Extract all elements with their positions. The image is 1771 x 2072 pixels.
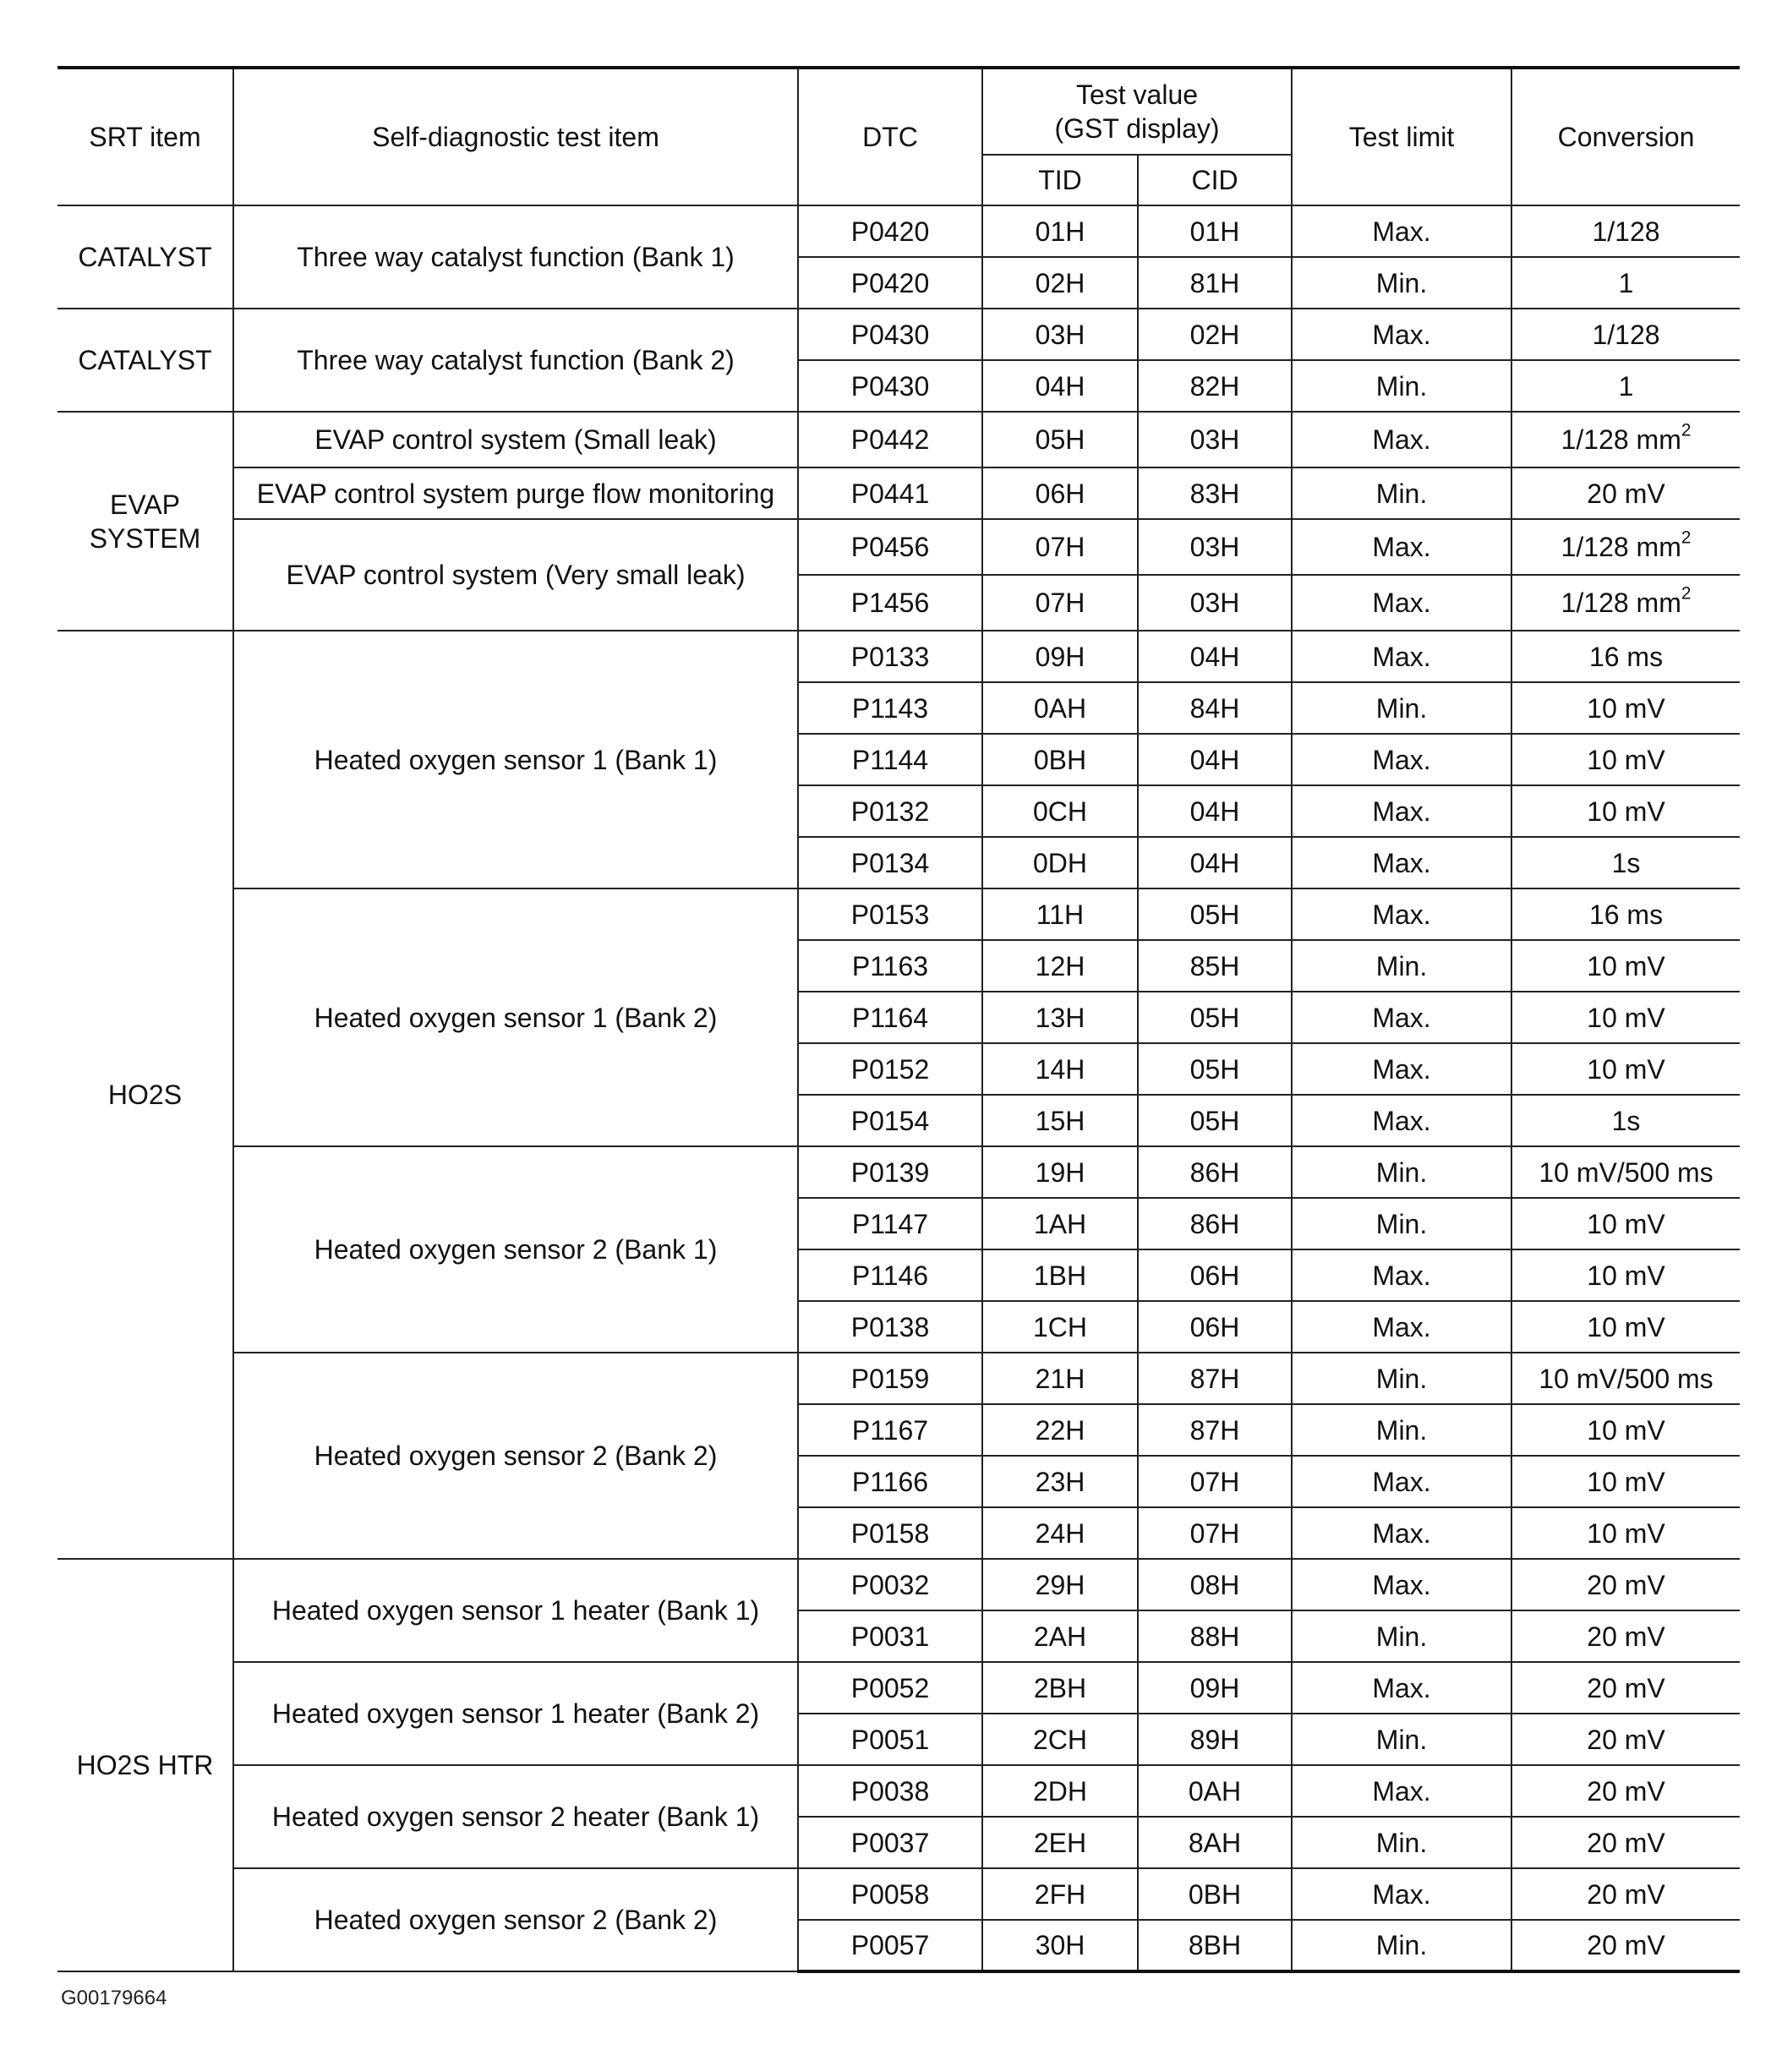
cid-cell: 05H xyxy=(1138,992,1292,1043)
conversion-value: 1/128 xyxy=(1592,319,1660,350)
conversion-cell xyxy=(1511,1714,1740,1765)
test-limit-cell: Min. xyxy=(1292,1610,1511,1662)
test-limit-cell: Max. xyxy=(1292,1301,1511,1353)
conversion-value: 10 mV xyxy=(1587,1002,1665,1033)
conversion-value: 1/128 mm xyxy=(1561,532,1681,562)
tid-cell: 29H xyxy=(982,1559,1138,1610)
table-row xyxy=(57,309,1740,360)
conversion-value: 16 ms xyxy=(1588,899,1664,930)
test-limit-cell: Min. xyxy=(1292,1198,1511,1249)
header-test-item: Self-diagnostic test item xyxy=(233,68,798,205)
conversion-value: 10 mV xyxy=(1587,795,1665,827)
conversion-value: 10 mV xyxy=(1587,950,1665,981)
test-limit-cell: Max. xyxy=(1292,888,1511,940)
tid-cell: 07H xyxy=(982,575,1138,631)
test-limit-cell: Max. xyxy=(1292,992,1511,1043)
conversion-value: 20 mV xyxy=(1587,1724,1665,1755)
tid-cell: 2DH xyxy=(982,1765,1138,1817)
test-limit-cell: Max. xyxy=(1292,631,1511,682)
conversion-cell xyxy=(1511,1456,1740,1507)
conversion-cell xyxy=(1511,205,1740,257)
conversion-value: 10 mV xyxy=(1587,1414,1665,1446)
srt-item-cell: EVAP SYSTEM xyxy=(57,412,233,631)
tid-cell: 1AH xyxy=(982,1198,1138,1249)
conversion-superscript: 2 xyxy=(1681,420,1692,440)
dtc-cell: P0159 xyxy=(798,1353,982,1404)
test-limit-cell: Max. xyxy=(1292,575,1511,631)
tid-cell: 2EH xyxy=(982,1817,1138,1868)
conversion-cell xyxy=(1511,785,1740,837)
srt-item-cell: HO2S HTR xyxy=(57,1559,233,1971)
tid-cell: 06H xyxy=(982,467,1138,519)
conversion-value: 1s xyxy=(1611,1105,1641,1136)
test-item-cell: EVAP control system (Very small leak) xyxy=(233,519,798,631)
dtc-cell: P0139 xyxy=(798,1146,982,1198)
tid-cell: 03H xyxy=(982,309,1138,360)
dtc-cell: P0420 xyxy=(798,257,982,309)
dtc-cell: P0058 xyxy=(798,1868,982,1920)
test-limit-cell: Min. xyxy=(1292,940,1511,992)
table-row xyxy=(57,519,1740,575)
table-row xyxy=(57,631,1740,682)
dtc-cell: P0134 xyxy=(798,837,982,888)
test-limit-cell: Min. xyxy=(1292,257,1511,309)
conversion-value: 10 mV xyxy=(1587,744,1665,775)
dtc-cell: P0057 xyxy=(798,1920,982,1971)
tid-cell: 13H xyxy=(982,992,1138,1043)
tid-cell: 07H xyxy=(982,519,1138,575)
conversion-cell xyxy=(1511,1817,1740,1868)
tid-cell: 22H xyxy=(982,1404,1138,1456)
test-limit-cell: Min. xyxy=(1292,1146,1511,1198)
conversion-value: 10 mV/500 ms xyxy=(1539,1156,1714,1188)
conversion-value: 1 xyxy=(1618,267,1634,298)
header-tid: TID xyxy=(982,155,1138,205)
cid-cell: 05H xyxy=(1138,888,1292,940)
test-limit-cell: Max. xyxy=(1292,1765,1511,1817)
test-limit-cell: Max. xyxy=(1292,837,1511,888)
test-limit-cell: Min. xyxy=(1292,1817,1511,1868)
conversion-cell xyxy=(1511,1249,1740,1301)
dtc-cell: P0032 xyxy=(798,1559,982,1610)
tid-cell: 2AH xyxy=(982,1610,1138,1662)
table-row xyxy=(57,1662,1740,1714)
conversion-value: 1/128 xyxy=(1592,216,1660,247)
test-limit-cell: Min. xyxy=(1292,1714,1511,1765)
conversion-superscript: 2 xyxy=(1681,528,1692,548)
conversion-cell xyxy=(1511,1662,1740,1714)
tid-cell: 2BH xyxy=(982,1662,1138,1714)
test-item-cell: Heated oxygen sensor 2 (Bank 1) xyxy=(233,1146,798,1353)
tid-cell: 04H xyxy=(982,360,1138,412)
conversion-cell xyxy=(1511,1095,1740,1146)
conversion-cell xyxy=(1511,257,1740,309)
dtc-cell: P0051 xyxy=(798,1714,982,1765)
conversion-cell xyxy=(1511,575,1740,631)
cid-cell: 06H xyxy=(1138,1249,1292,1301)
cid-cell: 0BH xyxy=(1138,1868,1292,1920)
srt-table xyxy=(57,66,1740,1973)
test-item-cell: Three way catalyst function (Bank 1) xyxy=(233,205,798,309)
conversion-cell xyxy=(1511,734,1740,785)
conversion-cell xyxy=(1511,682,1740,734)
conversion-cell xyxy=(1511,837,1740,888)
test-limit-cell: Max. xyxy=(1292,1662,1511,1714)
conversion-cell xyxy=(1511,309,1740,360)
header-cid: CID xyxy=(1138,155,1292,205)
dtc-cell: P1147 xyxy=(798,1198,982,1249)
cid-cell: 08H xyxy=(1138,1559,1292,1610)
header-srt-item: SRT item xyxy=(57,68,233,205)
cid-cell: 07H xyxy=(1138,1456,1292,1507)
tid-cell: 0AH xyxy=(982,682,1138,734)
dtc-cell: P1143 xyxy=(798,682,982,734)
dtc-cell: P0152 xyxy=(798,1043,982,1095)
conversion-value: 10 mV xyxy=(1587,1311,1665,1342)
conversion-value: 10 mV xyxy=(1587,1053,1665,1085)
test-limit-cell: Max. xyxy=(1292,309,1511,360)
conversion-cell xyxy=(1511,1146,1740,1198)
cid-cell: 83H xyxy=(1138,467,1292,519)
header-test-value-label: Test value xyxy=(1075,79,1199,110)
tid-cell: 01H xyxy=(982,205,1138,257)
conversion-cell xyxy=(1511,631,1740,682)
cid-cell: 03H xyxy=(1138,519,1292,575)
cid-cell: 05H xyxy=(1138,1043,1292,1095)
conversion-value: 1/128 mm xyxy=(1561,588,1681,618)
cid-cell: 85H xyxy=(1138,940,1292,992)
cid-cell: 89H xyxy=(1138,1714,1292,1765)
conversion-cell xyxy=(1511,992,1740,1043)
srt-table-container xyxy=(57,66,1740,1973)
test-limit-cell: Min. xyxy=(1292,682,1511,734)
table-row xyxy=(57,1868,1740,1920)
header-test-value xyxy=(982,68,1292,155)
dtc-cell: P1164 xyxy=(798,992,982,1043)
test-limit-cell: Max. xyxy=(1292,1095,1511,1146)
table-row xyxy=(57,888,1740,940)
tid-cell: 2FH xyxy=(982,1868,1138,1920)
conversion-value: 10 mV xyxy=(1587,1517,1665,1549)
conversion-cell xyxy=(1511,1765,1740,1817)
table-row xyxy=(57,1559,1740,1610)
table-header xyxy=(57,68,1740,205)
cid-cell: 03H xyxy=(1138,575,1292,631)
cid-cell: 04H xyxy=(1138,631,1292,682)
dtc-cell: P0153 xyxy=(798,888,982,940)
conversion-cell xyxy=(1511,1868,1740,1920)
test-item-cell: Heated oxygen sensor 1 (Bank 2) xyxy=(233,888,798,1146)
cid-cell: 04H xyxy=(1138,734,1292,785)
conversion-value: 20 mV xyxy=(1587,478,1665,509)
dtc-cell: P0154 xyxy=(798,1095,982,1146)
test-limit-cell: Min. xyxy=(1292,1920,1511,1971)
test-item-cell: Heated oxygen sensor 2 (Bank 2) xyxy=(233,1868,798,1971)
conversion-value: 10 mV xyxy=(1587,692,1665,724)
tid-cell: 23H xyxy=(982,1456,1138,1507)
figure-id: G00179664 xyxy=(61,1987,167,2009)
test-limit-cell: Max. xyxy=(1292,205,1511,257)
conversion-value: 1/128 mm xyxy=(1561,424,1681,455)
conversion-cell xyxy=(1511,1198,1740,1249)
cid-cell: 82H xyxy=(1138,360,1292,412)
dtc-cell: P0456 xyxy=(798,519,982,575)
test-item-cell: Heated oxygen sensor 1 heater (Bank 1) xyxy=(233,1559,798,1662)
conversion-value: 1s xyxy=(1611,847,1641,878)
cid-cell: 01H xyxy=(1138,205,1292,257)
cid-cell: 02H xyxy=(1138,309,1292,360)
dtc-cell: P0441 xyxy=(798,467,982,519)
test-item-cell: Three way catalyst function (Bank 2) xyxy=(233,309,798,412)
dtc-cell: P0430 xyxy=(798,309,982,360)
table-row xyxy=(57,412,1740,467)
header-test-limit: Test limit xyxy=(1292,68,1511,205)
test-limit-cell: Max. xyxy=(1292,1249,1511,1301)
cid-cell: 09H xyxy=(1138,1662,1292,1714)
conversion-value: 20 mV xyxy=(1587,1878,1665,1910)
cid-cell: 06H xyxy=(1138,1301,1292,1353)
cid-cell: 04H xyxy=(1138,837,1292,888)
dtc-cell: P0031 xyxy=(798,1610,982,1662)
srt-item-cell: CATALYST xyxy=(57,309,233,412)
cid-cell: 8AH xyxy=(1138,1817,1292,1868)
test-item-cell: Heated oxygen sensor 1 (Bank 1) xyxy=(233,631,798,888)
conversion-value: 1 xyxy=(1618,370,1634,402)
conversion-value: 20 mV xyxy=(1587,1621,1665,1652)
cid-cell: 88H xyxy=(1138,1610,1292,1662)
conversion-cell xyxy=(1511,1920,1740,1971)
conversion-cell xyxy=(1511,519,1740,575)
dtc-cell: P1167 xyxy=(798,1404,982,1456)
tid-cell: 0CH xyxy=(982,785,1138,837)
cid-cell: 05H xyxy=(1138,1095,1292,1146)
dtc-cell: P1456 xyxy=(798,575,982,631)
cid-cell: 86H xyxy=(1138,1146,1292,1198)
test-item-cell: Heated oxygen sensor 1 heater (Bank 2) xyxy=(233,1662,798,1765)
conversion-cell xyxy=(1511,467,1740,519)
conversion-value: 10 mV xyxy=(1587,1208,1665,1239)
table-body xyxy=(57,205,1740,1971)
table-row xyxy=(57,1353,1740,1404)
dtc-cell: P0133 xyxy=(798,631,982,682)
cid-cell: 07H xyxy=(1138,1507,1292,1559)
table-row xyxy=(57,205,1740,257)
conversion-cell xyxy=(1511,1507,1740,1559)
test-limit-cell: Max. xyxy=(1292,1559,1511,1610)
test-limit-cell: Min. xyxy=(1292,467,1511,519)
dtc-cell: P0138 xyxy=(798,1301,982,1353)
cid-cell: 8BH xyxy=(1138,1920,1292,1971)
tid-cell: 21H xyxy=(982,1353,1138,1404)
conversion-value: 10 mV xyxy=(1587,1260,1665,1291)
header-dtc: DTC xyxy=(798,68,982,205)
test-limit-cell: Max. xyxy=(1292,734,1511,785)
conversion-cell xyxy=(1511,888,1740,940)
conversion-value: 20 mV xyxy=(1587,1569,1665,1600)
conversion-cell xyxy=(1511,412,1740,467)
dtc-cell: P1144 xyxy=(798,734,982,785)
cid-cell: 04H xyxy=(1138,785,1292,837)
header-gst-display-label: (GST display) xyxy=(1054,113,1220,144)
test-item-cell: Heated oxygen sensor 2 heater (Bank 1) xyxy=(233,1765,798,1868)
dtc-cell: P0442 xyxy=(798,412,982,467)
tid-cell: 2CH xyxy=(982,1714,1138,1765)
dtc-cell: P0038 xyxy=(798,1765,982,1817)
header-conversion: Conversion xyxy=(1511,68,1740,205)
dtc-cell: P0037 xyxy=(798,1817,982,1868)
test-item-cell: Heated oxygen sensor 2 (Bank 2) xyxy=(233,1353,798,1559)
conversion-value: 20 mV xyxy=(1587,1930,1665,1960)
tid-cell: 12H xyxy=(982,940,1138,992)
conversion-cell xyxy=(1511,360,1740,412)
tid-cell: 14H xyxy=(982,1043,1138,1095)
conversion-cell xyxy=(1511,1353,1740,1404)
srt-item-cell: CATALYST xyxy=(57,205,233,309)
test-limit-cell: Max. xyxy=(1292,785,1511,837)
cid-cell: 86H xyxy=(1138,1198,1292,1249)
tid-cell: 0BH xyxy=(982,734,1138,785)
cid-cell: 81H xyxy=(1138,257,1292,309)
tid-cell: 1BH xyxy=(982,1249,1138,1301)
conversion-value: 10 mV xyxy=(1587,1466,1665,1497)
cid-cell: 87H xyxy=(1138,1353,1292,1404)
dtc-cell: P1146 xyxy=(798,1249,982,1301)
conversion-cell xyxy=(1511,1404,1740,1456)
conversion-superscript: 2 xyxy=(1681,583,1692,604)
test-limit-cell: Max. xyxy=(1292,519,1511,575)
test-limit-cell: Max. xyxy=(1292,1456,1511,1507)
cid-cell: 03H xyxy=(1138,412,1292,467)
conversion-value: 20 mV xyxy=(1587,1672,1665,1703)
table-row xyxy=(57,1146,1740,1198)
cid-cell: 84H xyxy=(1138,682,1292,734)
dtc-cell: P0132 xyxy=(798,785,982,837)
tid-cell: 0DH xyxy=(982,837,1138,888)
tid-cell: 05H xyxy=(982,412,1138,467)
test-limit-cell: Max. xyxy=(1292,1868,1511,1920)
test-limit-cell: Max. xyxy=(1292,412,1511,467)
srt-item-cell: HO2S xyxy=(57,631,233,1559)
test-limit-cell: Min. xyxy=(1292,1353,1511,1404)
test-item-cell: EVAP control system (Small leak) xyxy=(233,412,798,467)
test-limit-cell: Min. xyxy=(1292,1404,1511,1456)
test-limit-cell: Max. xyxy=(1292,1507,1511,1559)
dtc-cell: P1163 xyxy=(798,940,982,992)
table-row xyxy=(57,467,1740,519)
tid-cell: 30H xyxy=(982,1920,1138,1971)
dtc-cell: P0052 xyxy=(798,1662,982,1714)
test-limit-cell: Max. xyxy=(1292,1043,1511,1095)
tid-cell: 1CH xyxy=(982,1301,1138,1353)
dtc-cell: P0158 xyxy=(798,1507,982,1559)
conversion-value: 20 mV xyxy=(1587,1827,1665,1858)
test-limit-cell: Min. xyxy=(1292,360,1511,412)
dtc-cell: P0430 xyxy=(798,360,982,412)
conversion-cell xyxy=(1511,1043,1740,1095)
test-item-cell: EVAP control system purge flow monitoring xyxy=(233,467,798,519)
cid-cell: 0AH xyxy=(1138,1765,1292,1817)
conversion-cell xyxy=(1511,1559,1740,1610)
tid-cell: 09H xyxy=(982,631,1138,682)
tid-cell: 02H xyxy=(982,257,1138,309)
conversion-value: 20 mV xyxy=(1587,1775,1665,1807)
conversion-value: 16 ms xyxy=(1588,641,1664,672)
conversion-cell xyxy=(1511,1301,1740,1353)
tid-cell: 24H xyxy=(982,1507,1138,1559)
tid-cell: 15H xyxy=(982,1095,1138,1146)
dtc-cell: P1166 xyxy=(798,1456,982,1507)
dtc-cell: P0420 xyxy=(798,205,982,257)
cid-cell: 87H xyxy=(1138,1404,1292,1456)
conversion-cell xyxy=(1511,1610,1740,1662)
conversion-value: 10 mV/500 ms xyxy=(1539,1363,1714,1394)
conversion-cell xyxy=(1511,940,1740,992)
table-row xyxy=(57,1765,1740,1817)
tid-cell: 11H xyxy=(982,888,1138,940)
tid-cell: 19H xyxy=(982,1146,1138,1198)
